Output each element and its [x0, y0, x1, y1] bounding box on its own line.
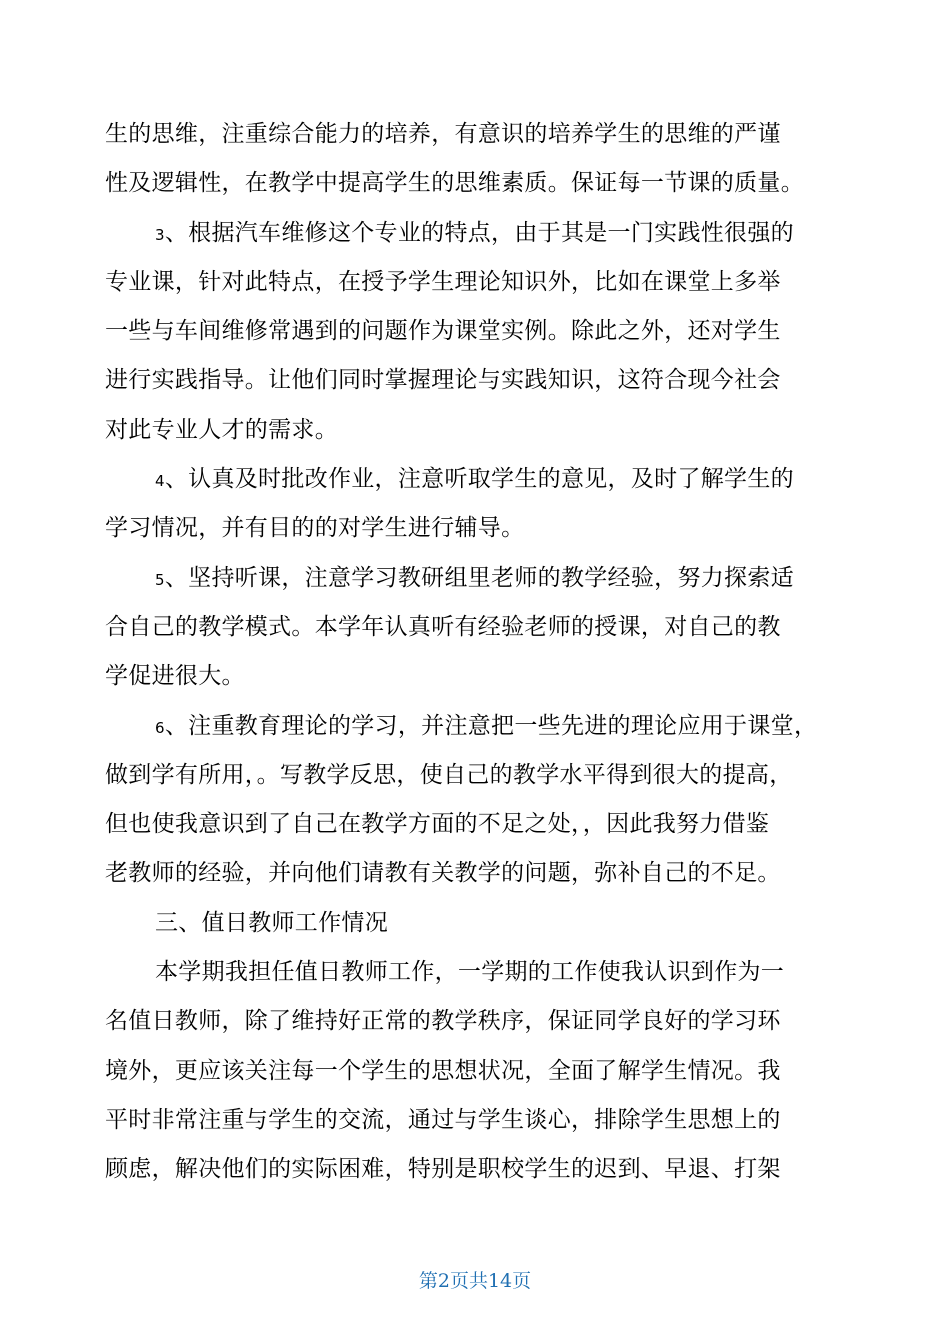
text-line — [105, 209, 860, 258]
text-line — [105, 948, 860, 997]
list-number: 6 — [155, 718, 165, 737]
line-text: 但也使我意识到了自己在教学方面的不足之处，，因此我努力借鉴 — [105, 811, 770, 838]
line-text: 、认真及时批改作业，注意听取学生的意见，及时了解学生的 — [164, 466, 794, 493]
line-text: 、注重教育理论的学习，并注意把一些先进的理论应用于课堂， — [164, 712, 818, 739]
text-line — [105, 997, 860, 1046]
line-text: 、根据汽车维修这个专业的特点，由于其是一门实践性很强的 — [164, 219, 794, 246]
line-text: 、坚持听课，注意学习教研组里老师的教学经验，努力探索适 — [164, 564, 794, 591]
text-line — [105, 1096, 860, 1145]
text-line — [105, 356, 860, 405]
text-line — [105, 504, 860, 553]
text-line — [105, 307, 860, 356]
text-line — [105, 899, 860, 948]
text-line — [105, 406, 860, 455]
text-line — [105, 849, 860, 898]
line-text: 名值日教师，除了维持好正常的教学秩序，保证同学良好的学习环 — [105, 1008, 781, 1035]
text-line — [105, 110, 860, 159]
line-text: 平时非常注重与学生的交流，通过与学生谈心，排除学生思想上的 — [105, 1106, 781, 1133]
list-number: 5 — [155, 570, 165, 589]
text-line — [105, 258, 860, 307]
line-text: 进行实践指导。让他们同时掌握理论与实践知识，这符合现今社会 — [105, 367, 781, 394]
line-text: 顾虑，解决他们的实际困难，特别是职校学生的迟到、早退、打架 — [105, 1156, 781, 1183]
line-text: 专业课，针对此特点，在授予学生理论知识外，比如在课堂上多举 — [105, 268, 781, 295]
text-line — [105, 702, 860, 751]
page-footer: 第2页共14页 — [418, 1270, 532, 1292]
list-number: 3 — [155, 225, 165, 244]
text-line — [105, 455, 860, 504]
text-line — [105, 1145, 860, 1194]
line-text: 合自己的教学模式。本学年认真听有经验老师的授课，对自己的教 — [105, 613, 781, 640]
list-number: 4 — [155, 472, 165, 491]
line-text: 学习情况，并有目的的对学生进行辅导。 — [105, 515, 525, 542]
line-text: 对此专业人才的需求。 — [105, 416, 338, 443]
line-text: 性及逻辑性，在教学中提高学生的思维素质。保证每一节课的质量。 — [105, 170, 804, 197]
line-text: 三、值日教师工作情况 — [155, 909, 388, 936]
text-line — [105, 1047, 860, 1096]
text-line — [105, 652, 860, 701]
text-line — [105, 800, 860, 849]
line-text: 学促进很大。 — [105, 663, 245, 690]
line-text: 本学期我担任值日教师工作，一学期的工作使我认识到作为一 — [155, 959, 785, 986]
line-text: 做到学有所用，。写教学反思，使自己的教学水平得到很大的提高， — [105, 761, 793, 788]
text-line — [105, 603, 860, 652]
line-text: 境外，更应该关注每一个学生的思想状况，全面了解学生情况。我 — [105, 1057, 781, 1084]
text-line — [105, 159, 860, 208]
line-text: 一些与车间维修常遇到的问题作为课堂实例。除此之外，还对学生 — [105, 318, 781, 345]
text-line — [105, 554, 860, 603]
text-line — [105, 751, 860, 800]
line-text: 生的思维，注重综合能力的培养，有意识的培养学生的思维的严谨 — [105, 121, 781, 147]
document-body — [105, 110, 860, 1195]
line-text: 老教师的经验，并向他们请教有关教学的问题，弥补自己的不足。 — [105, 860, 781, 887]
